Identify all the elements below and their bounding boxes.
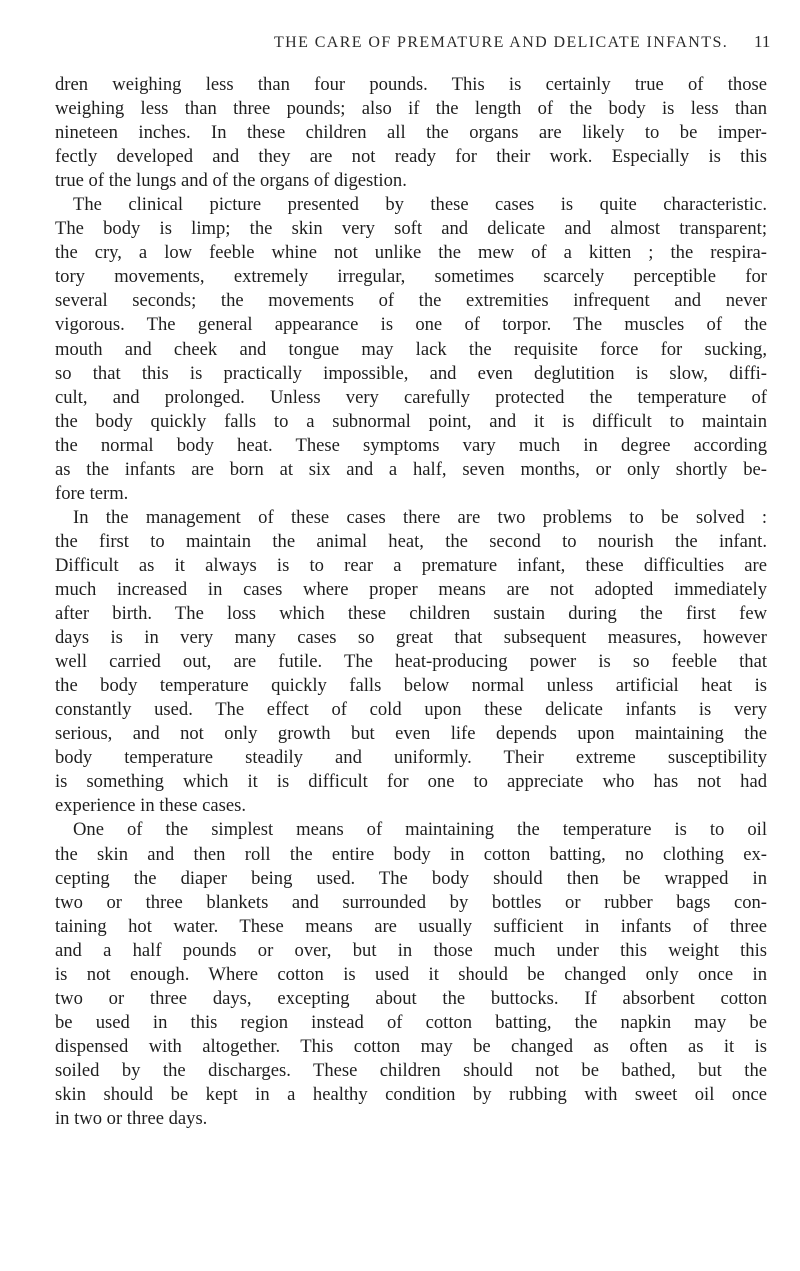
text-line: soiled by the discharges. These children should not be bathed, but the <box>55 1059 767 1081</box>
text-line: The body is limp; the skin very soft and delicate and almost transparent; <box>55 218 767 240</box>
text-line: dren weighing less than four pounds. This is certainly true of those <box>55 74 767 95</box>
text-line: well carried out, are futile. The heat-producing power is so feeble that <box>55 651 767 673</box>
text-line: true of the lungs and of the organs of digestion. <box>55 170 407 192</box>
text-line: In the management of these cases there are two problems to be solved : <box>73 506 767 528</box>
text-line: vigorous. The general appearance is one of torpor. The muscles of the <box>55 314 767 336</box>
paragraph-1 <box>55 73 767 193</box>
text-line: the cry, a low feeble whine not unlike the mew of a kitten ; the respira- <box>55 242 767 264</box>
page-number: 11 <box>754 32 771 51</box>
text-line: two or three days, excepting about the buttocks. If absorbent cotton <box>55 987 767 1009</box>
paragraph-3 <box>55 506 767 819</box>
text-line: weighing less than three pounds; also if the length of the body is less than <box>55 98 767 120</box>
text-line: much increased in cases where proper means are not adopted immediately <box>55 578 767 600</box>
text-line: two or three blankets and surrounded by bottles or rubber bags con- <box>55 891 767 913</box>
text-line: serious, and not only growth but even life depends upon maintaining the <box>55 723 767 745</box>
text-line: as the infants are born at six and a half, seven months, or only shortly be- <box>55 458 767 480</box>
text-line: days is in very many cases so great that subsequent measures, however <box>55 627 767 649</box>
text-line: and a half pounds or over, but in those much under this weight this <box>55 939 767 961</box>
text-line: cepting the diaper being used. The body should then be wrapped in <box>55 867 767 889</box>
text-line: experience in these cases. <box>55 795 247 817</box>
paragraph-2 <box>55 193 767 506</box>
text-line: mouth and cheek and tongue may lack the requisite force for sucking, <box>55 338 767 360</box>
text-line: dispensed with altogether. This cotton may be changed as often as it is <box>55 1035 767 1057</box>
text-line: Difficult as it always is to rear a premature infant, these difficulties are <box>55 554 767 576</box>
text-line: the body temperature quickly falls below normal unless artificial heat is <box>55 675 767 697</box>
text-line: the body quickly falls to a subnormal point, and it is difficult to maintain <box>55 410 767 432</box>
running-head: THE CARE OF PREMATURE AND DELICATE INFANTS. <box>274 34 729 51</box>
paragraph-4 <box>55 818 767 1131</box>
text-line: the normal body heat. These symptoms vary much in degree according <box>55 434 767 456</box>
text-line: several seconds; the movements of the extremities infrequent and never <box>55 290 767 312</box>
text-line: fore term. <box>55 482 129 504</box>
body-text <box>55 73 767 1131</box>
text-line: the first to maintain the animal heat, the second to nourish the infant. <box>55 530 767 552</box>
text-line: cult, and prolonged. Unless very carefully protected the temperature of <box>55 386 767 408</box>
text-line: fectly developed and they are not ready for their work. Especially is this <box>55 146 767 168</box>
text-line: skin should be kept in a healthy condition by rubbing with sweet oil once <box>55 1083 767 1105</box>
text-line: nineteen inches. In these children all the organs are likely to be imper- <box>55 122 767 144</box>
text-line: after birth. The loss which these children sustain during the first few <box>55 603 767 625</box>
text-line: the skin and then roll the entire body in cotton batting, no clothing ex- <box>55 843 767 865</box>
text-line: so that this is practically impossible, and even deglutition is slow, diffi- <box>55 362 767 384</box>
text-line: The clinical picture presented by these cases is quite characteristic. <box>73 194 767 216</box>
text-line: is not enough. Where cotton is used it should be changed only once in <box>55 963 767 985</box>
text-line: in two or three days. <box>55 1108 208 1130</box>
text-line: One of the simplest means of maintaining the temperature is to oil <box>73 819 767 841</box>
text-line: taining hot water. These means are usually sufficient in infants of three <box>55 915 767 937</box>
text-line: be used in this region instead of cotton batting, the napkin may be <box>55 1011 767 1033</box>
text-line: is something which it is difficult for one to appreciate who has not had <box>55 771 767 793</box>
text-line: constantly used. The effect of cold upon these delicate infants is very <box>55 699 767 721</box>
text-line: tory movements, extremely irregular, sometimes scarcely perceptible for <box>55 266 767 288</box>
text-line: body temperature steadily and uniformly. Their extreme susceptibility <box>55 747 767 769</box>
